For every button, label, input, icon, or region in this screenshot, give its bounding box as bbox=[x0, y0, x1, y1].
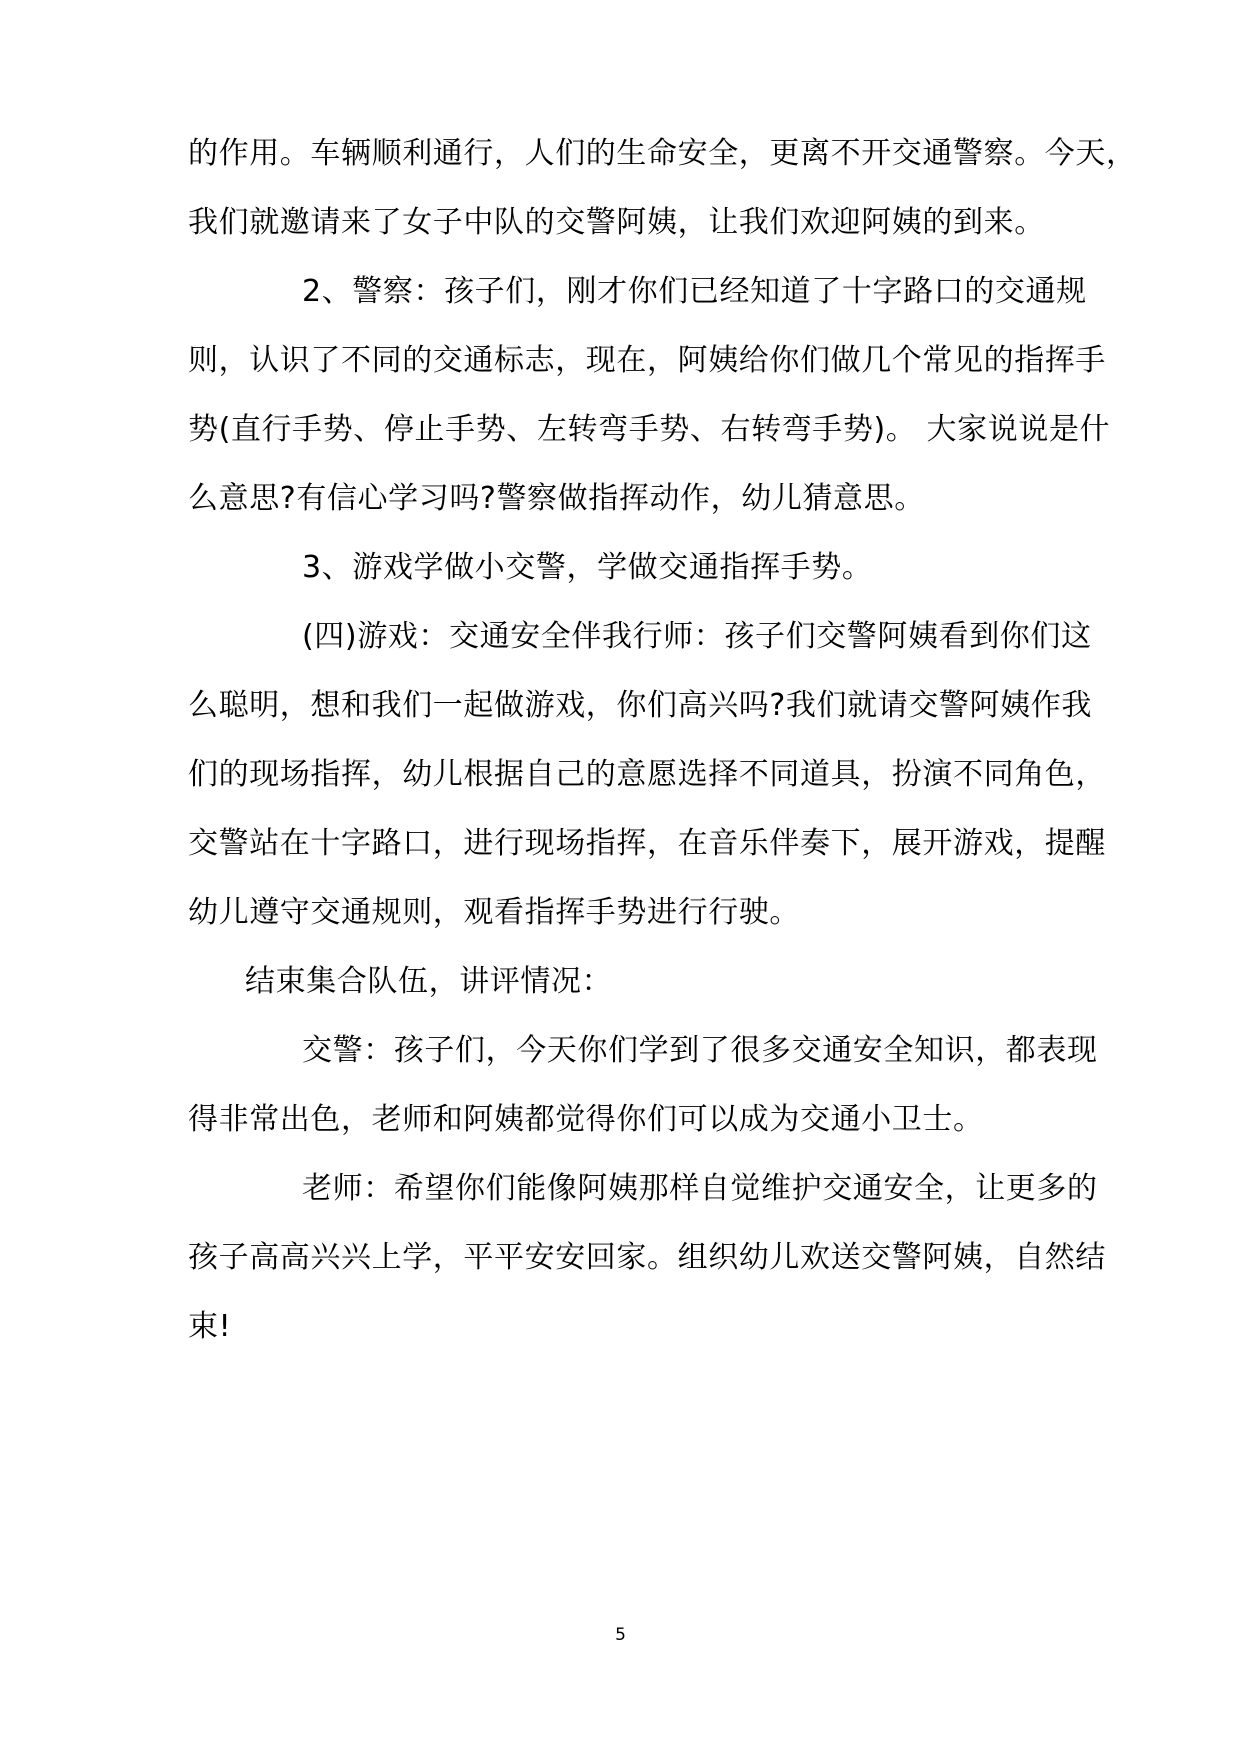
text-line-9: 么聪明，想和我们一起做游戏，你们高兴吗?我们就请交警阿姨作我 bbox=[188, 688, 1092, 723]
text-line-8: (四)游戏：交通安全伴我行师：孩子们交警阿姨看到你们这 bbox=[302, 619, 1092, 654]
page-number: 5 bbox=[615, 1625, 626, 1645]
text-line-11: 交警站在十字路口，进行现场指挥，在音乐伴奏下，展开游戏，提醒 bbox=[188, 826, 1106, 861]
text-line-12: 幼儿遵守交通规则，观看指挥手势进行行驶。 bbox=[188, 895, 800, 930]
text-line-6: 么意思?有信心学习吗?警察做指挥动作，幼儿猜意思。 bbox=[188, 481, 925, 516]
text-line-13: 结束集合队伍，讲评情况： bbox=[245, 964, 613, 999]
text-line-3: 2、警察：孩子们，刚才你们已经知道了十字路口的交通规 bbox=[302, 274, 1087, 309]
text-line-17: 孩子高高兴兴上学，平平安安回家。组织幼儿欢送交警阿姨，自然结 bbox=[188, 1240, 1106, 1275]
text-line-2: 我们就邀请来了女子中队的交警阿姨，让我们欢迎阿姨的到来。 bbox=[188, 205, 1045, 240]
text-line-15: 得非常出色，老师和阿姨都觉得你们可以成为交通小卫士。 bbox=[188, 1102, 984, 1137]
text-line-7: 3、游戏学做小交警，学做交通指挥手势。 bbox=[302, 550, 873, 585]
text-line-14: 交警：孩子们，今天你们学到了很多交通安全知识，都表现 bbox=[302, 1033, 1098, 1068]
text-line-1: 的作用。车辆顺利通行，人们的生命安全，更离不开交通警察。今天， bbox=[188, 136, 1137, 171]
text-line-18: 束! bbox=[188, 1309, 232, 1344]
text-line-10: 们的现场指挥，幼儿根据自己的意愿选择不同道具，扮演不同角色， bbox=[188, 757, 1106, 792]
text-line-16: 老师：希望你们能像阿姨那样自觉维护交通安全，让更多的 bbox=[302, 1171, 1098, 1206]
text-line-4: 则，认识了不同的交通标志，现在，阿姨给你们做几个常见的指挥手 bbox=[188, 343, 1106, 378]
text-line-5: 势(直行手势、停止手势、左转弯手势、右转弯手势)。 大家说说是什 bbox=[188, 412, 1111, 447]
